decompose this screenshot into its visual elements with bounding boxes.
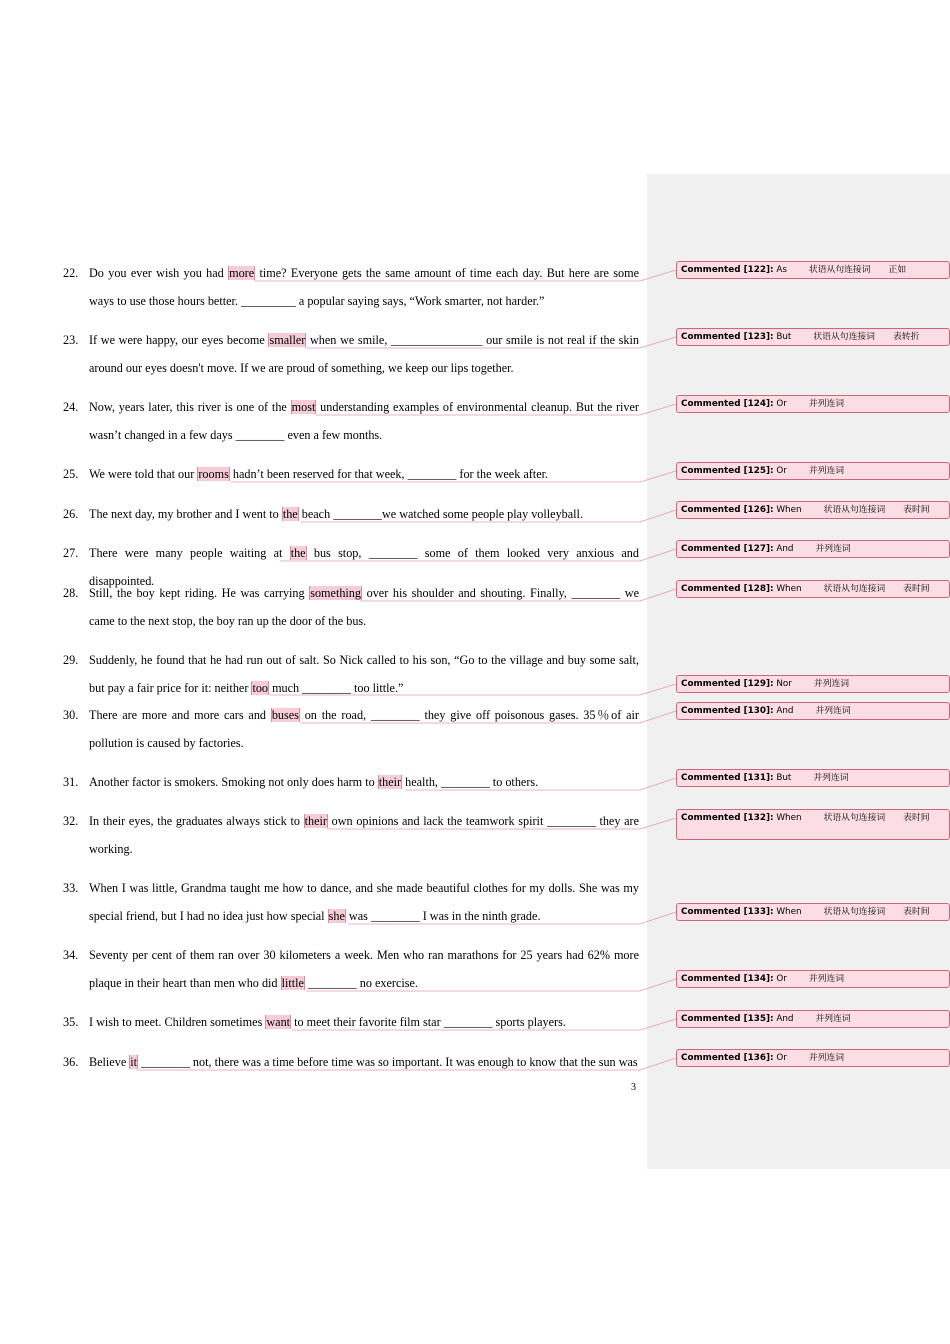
- comment-label: Commented [133]:: [681, 907, 774, 917]
- comment-label: Commented [130]:: [681, 706, 774, 716]
- question-text-pre: Now, years later, this river is one of the: [89, 400, 291, 414]
- highlighted-word[interactable]: more: [229, 266, 255, 280]
- comment-label: Commented [136]:: [681, 1053, 774, 1063]
- comment-note: 并列连词: [813, 773, 849, 783]
- comment-label: Commented [123]:: [681, 332, 774, 342]
- question-number: 23.: [63, 333, 79, 347]
- comment-note-detail: 正如: [888, 265, 907, 275]
- question-text-post: over his shoulder and shouting. Finally, ________ we came to the next stop, the boy ran up the door of the bus.: [89, 586, 639, 628]
- comment-answer: But: [776, 773, 792, 783]
- comment-bubble[interactable]: [676, 580, 950, 598]
- comment-note: 状语从句连接词: [823, 907, 886, 917]
- comment-bubble[interactable]: [676, 261, 950, 279]
- question-text-pre: Suddenly, he found that he had run out of salt. So Nick called to his son, “Go to the village and buy some salt, but pay a fair price for it: neither: [89, 653, 639, 695]
- question-text-pre: Still, the boy kept riding. He was carrying: [89, 586, 310, 600]
- comment-note: 并列连词: [808, 974, 845, 984]
- comment-note: 状语从句连接词: [823, 584, 886, 594]
- question-text-pre: Seventy per cent of them ran over 30 kilometers a week. Men who ran marathons for 25 years had 62% more plaque in their heart than men who did: [89, 948, 639, 990]
- question-item: [63, 461, 639, 489]
- comment-note: 并列连词: [813, 679, 850, 689]
- question-text-pre: There were many people waiting at: [89, 546, 290, 560]
- comment-note: 并列连词: [815, 706, 851, 716]
- question-text: [89, 769, 639, 797]
- question-item: [63, 580, 639, 635]
- comment-note: 并列连词: [808, 1053, 845, 1063]
- highlighted-word[interactable]: most: [291, 400, 316, 414]
- question-text: [89, 875, 639, 930]
- comment-bubble[interactable]: [676, 903, 950, 921]
- highlighted-word[interactable]: their: [304, 814, 327, 828]
- question-text-post: ________ no exercise.: [304, 975, 418, 990]
- comment-label: Commented [127]:: [681, 544, 774, 554]
- question-text-post: understanding examples of environmental cleanup. But the river wasn’t changed in a few days ________ even a few months.: [89, 400, 639, 442]
- comment-note: 并列连词: [808, 399, 845, 409]
- question-item: [63, 394, 639, 449]
- question-text-pre: Do you ever wish you had: [89, 266, 229, 280]
- question-text: [89, 647, 639, 702]
- question-text: [89, 808, 639, 863]
- comment-bubble[interactable]: [676, 769, 950, 787]
- comment-note: 状语从句连接词: [808, 265, 871, 275]
- comment-answer: But: [776, 332, 792, 342]
- comment-bubble[interactable]: [676, 809, 950, 840]
- highlighted-word[interactable]: something: [310, 586, 361, 600]
- question-text-pre: Another factor is smokers. Smoking not only does harm to: [89, 775, 378, 789]
- comment-note: 并列连词: [808, 466, 845, 476]
- question-number: 31.: [63, 775, 79, 789]
- highlighted-word[interactable]: their: [378, 775, 402, 789]
- comment-note-detail: 表时间: [903, 584, 930, 594]
- comment-answer: When: [776, 584, 802, 594]
- comment-bubble[interactable]: [676, 970, 950, 988]
- question-text: [89, 501, 639, 529]
- question-text-post: bus stop, ________ some of them looked very anxious and disappointed.: [89, 546, 639, 588]
- question-text: [89, 260, 639, 315]
- question-text-pre: We were told that our: [89, 467, 198, 481]
- comment-note: 状语从句连接词: [823, 813, 886, 823]
- comment-answer: Or: [776, 399, 787, 409]
- comment-answer: Or: [776, 1053, 787, 1063]
- question-text: [89, 702, 639, 757]
- highlighted-word[interactable]: rooms: [198, 467, 229, 481]
- question-item: [63, 647, 639, 702]
- comment-note-detail: 表时间: [903, 813, 930, 823]
- comment-label: Commented [134]:: [681, 974, 774, 984]
- comment-label: Commented [125]:: [681, 466, 774, 476]
- question-text-post: on the road, ________ they give off poisonous gases. 35％of air pollution is caused by factories.: [89, 708, 639, 750]
- highlighted-word[interactable]: little: [281, 975, 304, 990]
- comment-answer: Nor: [776, 679, 792, 689]
- question-text-post: beach ________we watched some people play volleyball.: [298, 507, 583, 521]
- question-text: [89, 1009, 639, 1037]
- comment-bubble[interactable]: [676, 702, 950, 720]
- comment-note-detail: 表转折: [892, 332, 920, 342]
- comment-bubble[interactable]: [676, 328, 950, 346]
- question-text-pre: There are more and more cars and: [89, 708, 271, 722]
- comment-answer: And: [776, 544, 794, 554]
- highlighted-word[interactable]: it: [130, 1055, 138, 1069]
- question-number: 30.: [63, 708, 79, 722]
- question-item: [63, 942, 639, 997]
- question-number: 29.: [63, 653, 79, 667]
- comment-bubble[interactable]: [676, 540, 950, 558]
- question-text-pre: When I was little, Grandma taught me how to dance, and she made beautiful clothes for my dolls. She was my special friend, but I had no idea just how special: [89, 881, 639, 923]
- highlighted-word[interactable]: too: [252, 680, 269, 695]
- question-number: 24.: [63, 400, 79, 414]
- question-item: [63, 769, 639, 797]
- question-text: [89, 327, 639, 382]
- question-item: [63, 875, 639, 930]
- comment-label: Commented [126]:: [681, 505, 774, 515]
- comment-label: Commented [131]:: [681, 773, 774, 783]
- question-text-post: hadn’t been reserved for that week, ________ for the week after.: [229, 467, 549, 481]
- highlighted-word[interactable]: the: [290, 546, 306, 560]
- question-text: [89, 394, 639, 449]
- question-number: 36.: [63, 1055, 79, 1069]
- page-number: 3: [631, 1082, 636, 1093]
- comment-answer: And: [776, 1014, 794, 1024]
- comment-answer: Or: [776, 974, 787, 984]
- question-item: [63, 260, 639, 315]
- question-text-pre: In their eyes, the graduates always stick to: [89, 814, 304, 828]
- question-item: [63, 808, 639, 863]
- question-number: 33.: [63, 881, 79, 895]
- question-item: [63, 1009, 639, 1037]
- question-item: [63, 1049, 639, 1077]
- comment-bubble[interactable]: [676, 1049, 950, 1067]
- comment-answer: As: [776, 265, 787, 275]
- comment-label: Commented [135]:: [681, 1014, 774, 1024]
- question-text-post: time? Everyone gets the same amount of time each day. But here are some ways to use those hours better. _________ a popular saying says, “Work smarter, not harder.”: [89, 266, 639, 308]
- comment-note-detail: 表时间: [903, 907, 930, 917]
- comment-label: Commented [122]:: [681, 265, 774, 275]
- highlighted-word[interactable]: buses: [271, 708, 299, 722]
- question-text-pre: Believe: [89, 1055, 130, 1069]
- comment-bubble[interactable]: [676, 1010, 950, 1028]
- comment-note: 并列连词: [815, 544, 851, 554]
- comment-note: 状语从句连接词: [823, 505, 886, 515]
- question-text-post: when we smile, _______________ our smile is not real if the skin around our eyes doesn't move. If we are proud of something, we keep our lips together.: [89, 333, 640, 375]
- question-item: [63, 327, 639, 382]
- question-number: 35.: [63, 1015, 79, 1029]
- comment-answer: And: [776, 706, 794, 716]
- highlighted-word[interactable]: smaller: [269, 333, 306, 347]
- comment-answer: When: [776, 813, 802, 823]
- comment-note: 并列连词: [815, 1014, 851, 1024]
- question-text: [89, 942, 639, 997]
- comment-bubble[interactable]: [676, 395, 950, 413]
- question-text-pre: I wish to meet. Children sometimes: [89, 1015, 266, 1029]
- comment-bubble[interactable]: [676, 462, 950, 480]
- question-text-post: to meet their favorite film star ________ sports players.: [291, 1015, 566, 1029]
- comment-answer: When: [776, 505, 802, 515]
- question-number: 27.: [63, 546, 79, 560]
- comment-note: 状语从句连接词: [813, 332, 875, 342]
- comment-label: Commented [124]:: [681, 399, 774, 409]
- question-text-post: ________ not, there was a time before time was so important. It was enough to know that the sun was: [138, 1055, 638, 1069]
- question-text-pre: The next day, my brother and I went to: [89, 507, 282, 521]
- comment-answer: Or: [776, 466, 787, 476]
- question-item: [63, 702, 639, 757]
- highlighted-word[interactable]: she: [328, 908, 345, 923]
- question-number: 34.: [63, 948, 79, 962]
- question-number: 25.: [63, 467, 79, 481]
- question-text: [89, 1049, 639, 1077]
- highlighted-word[interactable]: the: [282, 507, 298, 521]
- question-text: [89, 461, 639, 489]
- question-text-post: own opinions and lack the teamwork spirit ________ they are working.: [89, 814, 639, 856]
- question-text: [89, 580, 639, 635]
- comment-label: Commented [129]:: [681, 679, 774, 689]
- question-item: [63, 501, 639, 529]
- comment-label: Commented [128]:: [681, 584, 774, 594]
- question-text-pre: If we were happy, our eyes become: [89, 333, 269, 347]
- question-text-post: was ________ I was in the ninth grade.: [345, 908, 541, 923]
- comment-note-detail: 表时间: [903, 505, 930, 515]
- comment-bubble[interactable]: [676, 675, 950, 693]
- question-text-post: much ________ too little.”: [269, 680, 404, 695]
- comment-bubble[interactable]: [676, 501, 950, 519]
- question-text-post: health, ________ to others.: [402, 775, 539, 789]
- comment-answer: When: [776, 907, 802, 917]
- question-number: 32.: [63, 814, 79, 828]
- question-number: 22.: [63, 266, 79, 280]
- highlighted-word[interactable]: want: [266, 1015, 291, 1029]
- question-number: 26.: [63, 507, 79, 521]
- comment-label: Commented [132]:: [681, 813, 774, 823]
- question-number: 28.: [63, 586, 79, 600]
